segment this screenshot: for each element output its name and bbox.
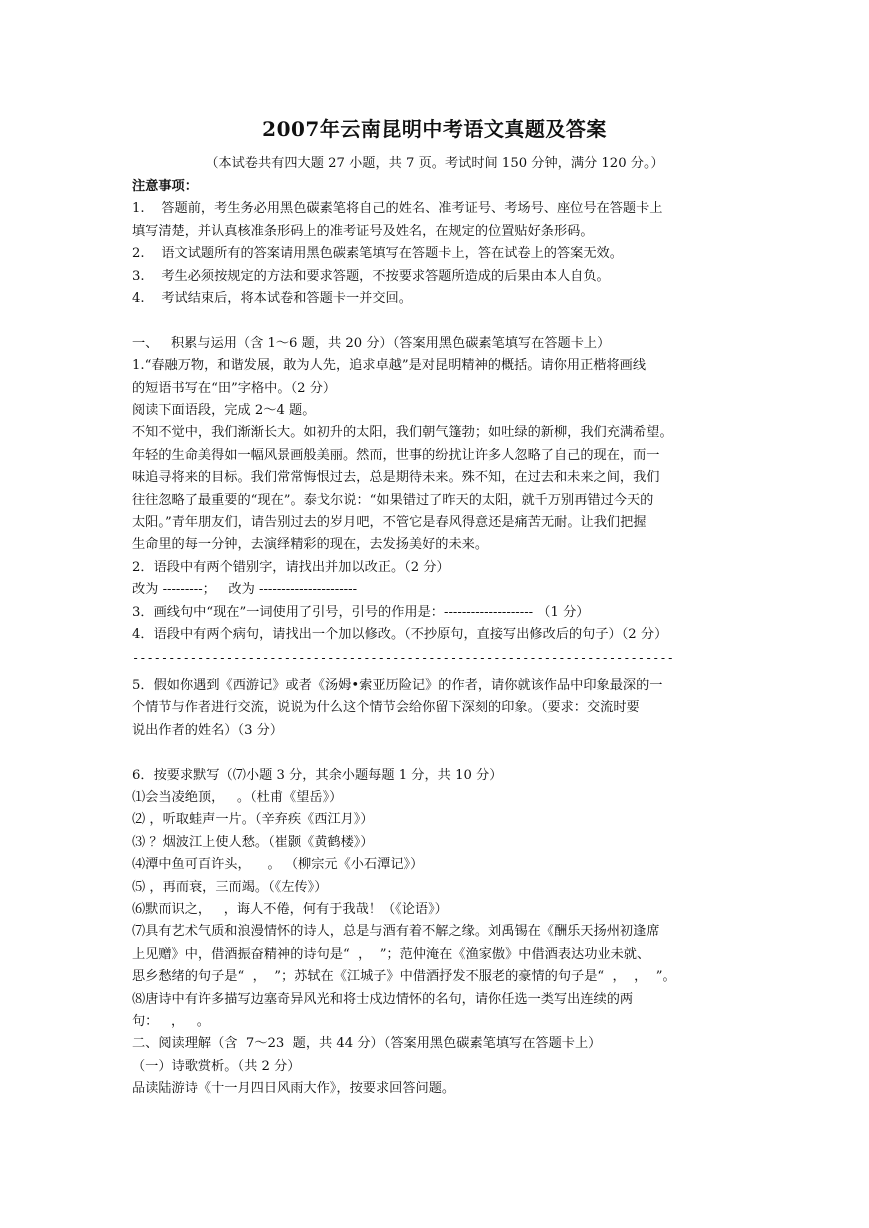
notes-line: 2. 语文试题所有的答案请用黑色碳素笔填写在答题卡上，答在试卷上的答案无效。 [132, 246, 623, 262]
notes-line: 1. 答题前，考生务必用黑色碳素笔将自己的姓名、准考证号、考场号、座位号在答题卡上 [132, 201, 663, 217]
question-line: 4．语段中有两个病句，请找出一个加以修改。（不抄原句，直接写出修改后的句子）（2 分） [132, 627, 668, 643]
question-line: 3．画线句中“现在”一词使用了引号，引号的作用是：-------------------- （1 分） [132, 604, 590, 620]
q6-item: 上见赠》中，借酒振奋精神的诗句是“ ， ”；范仲淹在《渔家傲》中借酒表达功业未就、 [132, 946, 651, 962]
q6-heading: 6．按要求默写（⑺小题 3 分，其余小题每题 1 分，共 10 分） [132, 767, 503, 783]
question-line: 1.“春融万物，和谐发展，敢为人先，追求卓越”是对昆明精神的概括。请你用正楷将画线 [132, 358, 646, 374]
question-line: 的短语书写在“田”字格中。（2 分） [132, 380, 337, 396]
q6-item: ⑹默而识之， ，诲人不倦，何有于我哉！（《论语》） [132, 901, 448, 917]
q6-item: ⑵ ，听取蛙声一片。（辛弃疾《西江月》） [132, 812, 374, 828]
section2-heading: 二、阅读理解（含 7～23 题，共 44 分）（答案用黑色碳素笔填写在答题卡上） [132, 1036, 602, 1052]
q6-item: ⑸ ，再而衰，三而竭。（《左传》） [132, 879, 328, 895]
passage-line: 年轻的生命美得如一幅风景画般美丽。然而，世事的纷扰让许多人忽略了自己的现在，而一 [132, 447, 660, 463]
q6-item: 句： ， 。 [132, 1014, 210, 1029]
answer-blank-line: 改为 ---------； 改为 ---------------------- [132, 582, 358, 598]
spacer [132, 310, 742, 332]
notes-line: 3. 考生必须按规定的方法和要求答题，不按要求答题所造成的后果由本人自负。 [132, 268, 610, 284]
q6-item: ⑷潭中鱼可百许头， 。 （柳宗元《小石潭记》） [132, 857, 424, 873]
exam-subtitle: （本试卷共有四大题 27 小题，共 7 页。考试时间 150 分钟，满分 120 分。） [205, 156, 664, 171]
answer-dash-line: --------------------------------------------------------------------------- [132, 650, 674, 665]
page-title: 2007年云南昆明中考语文真题及答案 [262, 117, 607, 141]
notes-line: 4. 考试结束后，将本试卷和答题卡一并交回。 [132, 291, 412, 307]
q6-item: ⑴会当凌绝顶， 。（杜甫《望岳》） [132, 789, 343, 805]
q6-item: ⑺具有艺术气质和浪漫情怀的诗人，总是与酒有着不解之缘。刘禹锡在《酬乐天扬州初逢席 [132, 924, 660, 940]
spacer [132, 742, 742, 764]
passage-line: 味追寻将来的目标。我们常常悔恨过去，总是期待未来。殊不知，在过去和未来之间，我们 [132, 470, 660, 486]
passage-line: 不知不觉中，我们渐渐长大。如初升的太阳，我们朝气篷勃；如吐绿的新柳，我们充满希望。 [132, 425, 673, 441]
notes-line: 填写清楚，并认真核准条形码上的准考证号及姓名，在规定的位置贴好条形码。 [132, 223, 594, 239]
question-line: 阅读下面语段，完成 2～4 题。 [132, 403, 316, 419]
section2-line: （一）诗歌赏析。（共 2 分） [132, 1058, 301, 1074]
question-line: 个情节与作者进行交流，说说为什么这个情节会给你留下深刻的印象。（要求：交流时要 [132, 700, 640, 716]
q6-item: 思乡愁绪的句子是“ ， ”；苏轼在《江城子》中借酒抒发不服老的豪情的句子是“ ， ， ”。 [132, 969, 676, 985]
exam-content [132, 176, 742, 1101]
question-line: 5．假如你遇到《西游记》或者《汤姆•索亚历险记》的作者，请你就该作品中印象最深的一 [132, 677, 663, 693]
q6-item: ⑻唐诗中有许多描写边塞奇异风光和将士戍边情怀的名句，请你任选一类写出连续的两 [132, 991, 634, 1007]
question-line: 2．语段中有两个错别字，请找出并加以改正。（2 分） [132, 559, 450, 575]
section1-heading: 一、 积累与运用（含 1～6 题，共 20 分）（答案用黑色碳素笔填写在答题卡上） [132, 335, 611, 351]
passage-line: 生命里的每一分钟，去演绎精彩的现在，去发扬美好的未来。 [132, 537, 489, 553]
section2-line: 品读陆游诗《十一月四日风雨大作》，按要求回答问题。 [132, 1081, 456, 1097]
notes-heading: 注意事项： [132, 179, 198, 194]
passage-line: 太阳。”青年朋友们，请告别过去的岁月吧，不管它是春风得意还是痛苦无耐。让我们把握 [132, 515, 647, 531]
passage-line: 往往忽略了最重要的“现在”。泰戈尔说：“如果错过了昨天的太阳，就千万别再错过今天的 [132, 492, 654, 508]
q6-item: ⑶ ？烟波江上使人愁。（崔颢《黄鹤楼》） [132, 834, 374, 850]
question-line: 说出作者的姓名）（3 分） [132, 722, 284, 738]
